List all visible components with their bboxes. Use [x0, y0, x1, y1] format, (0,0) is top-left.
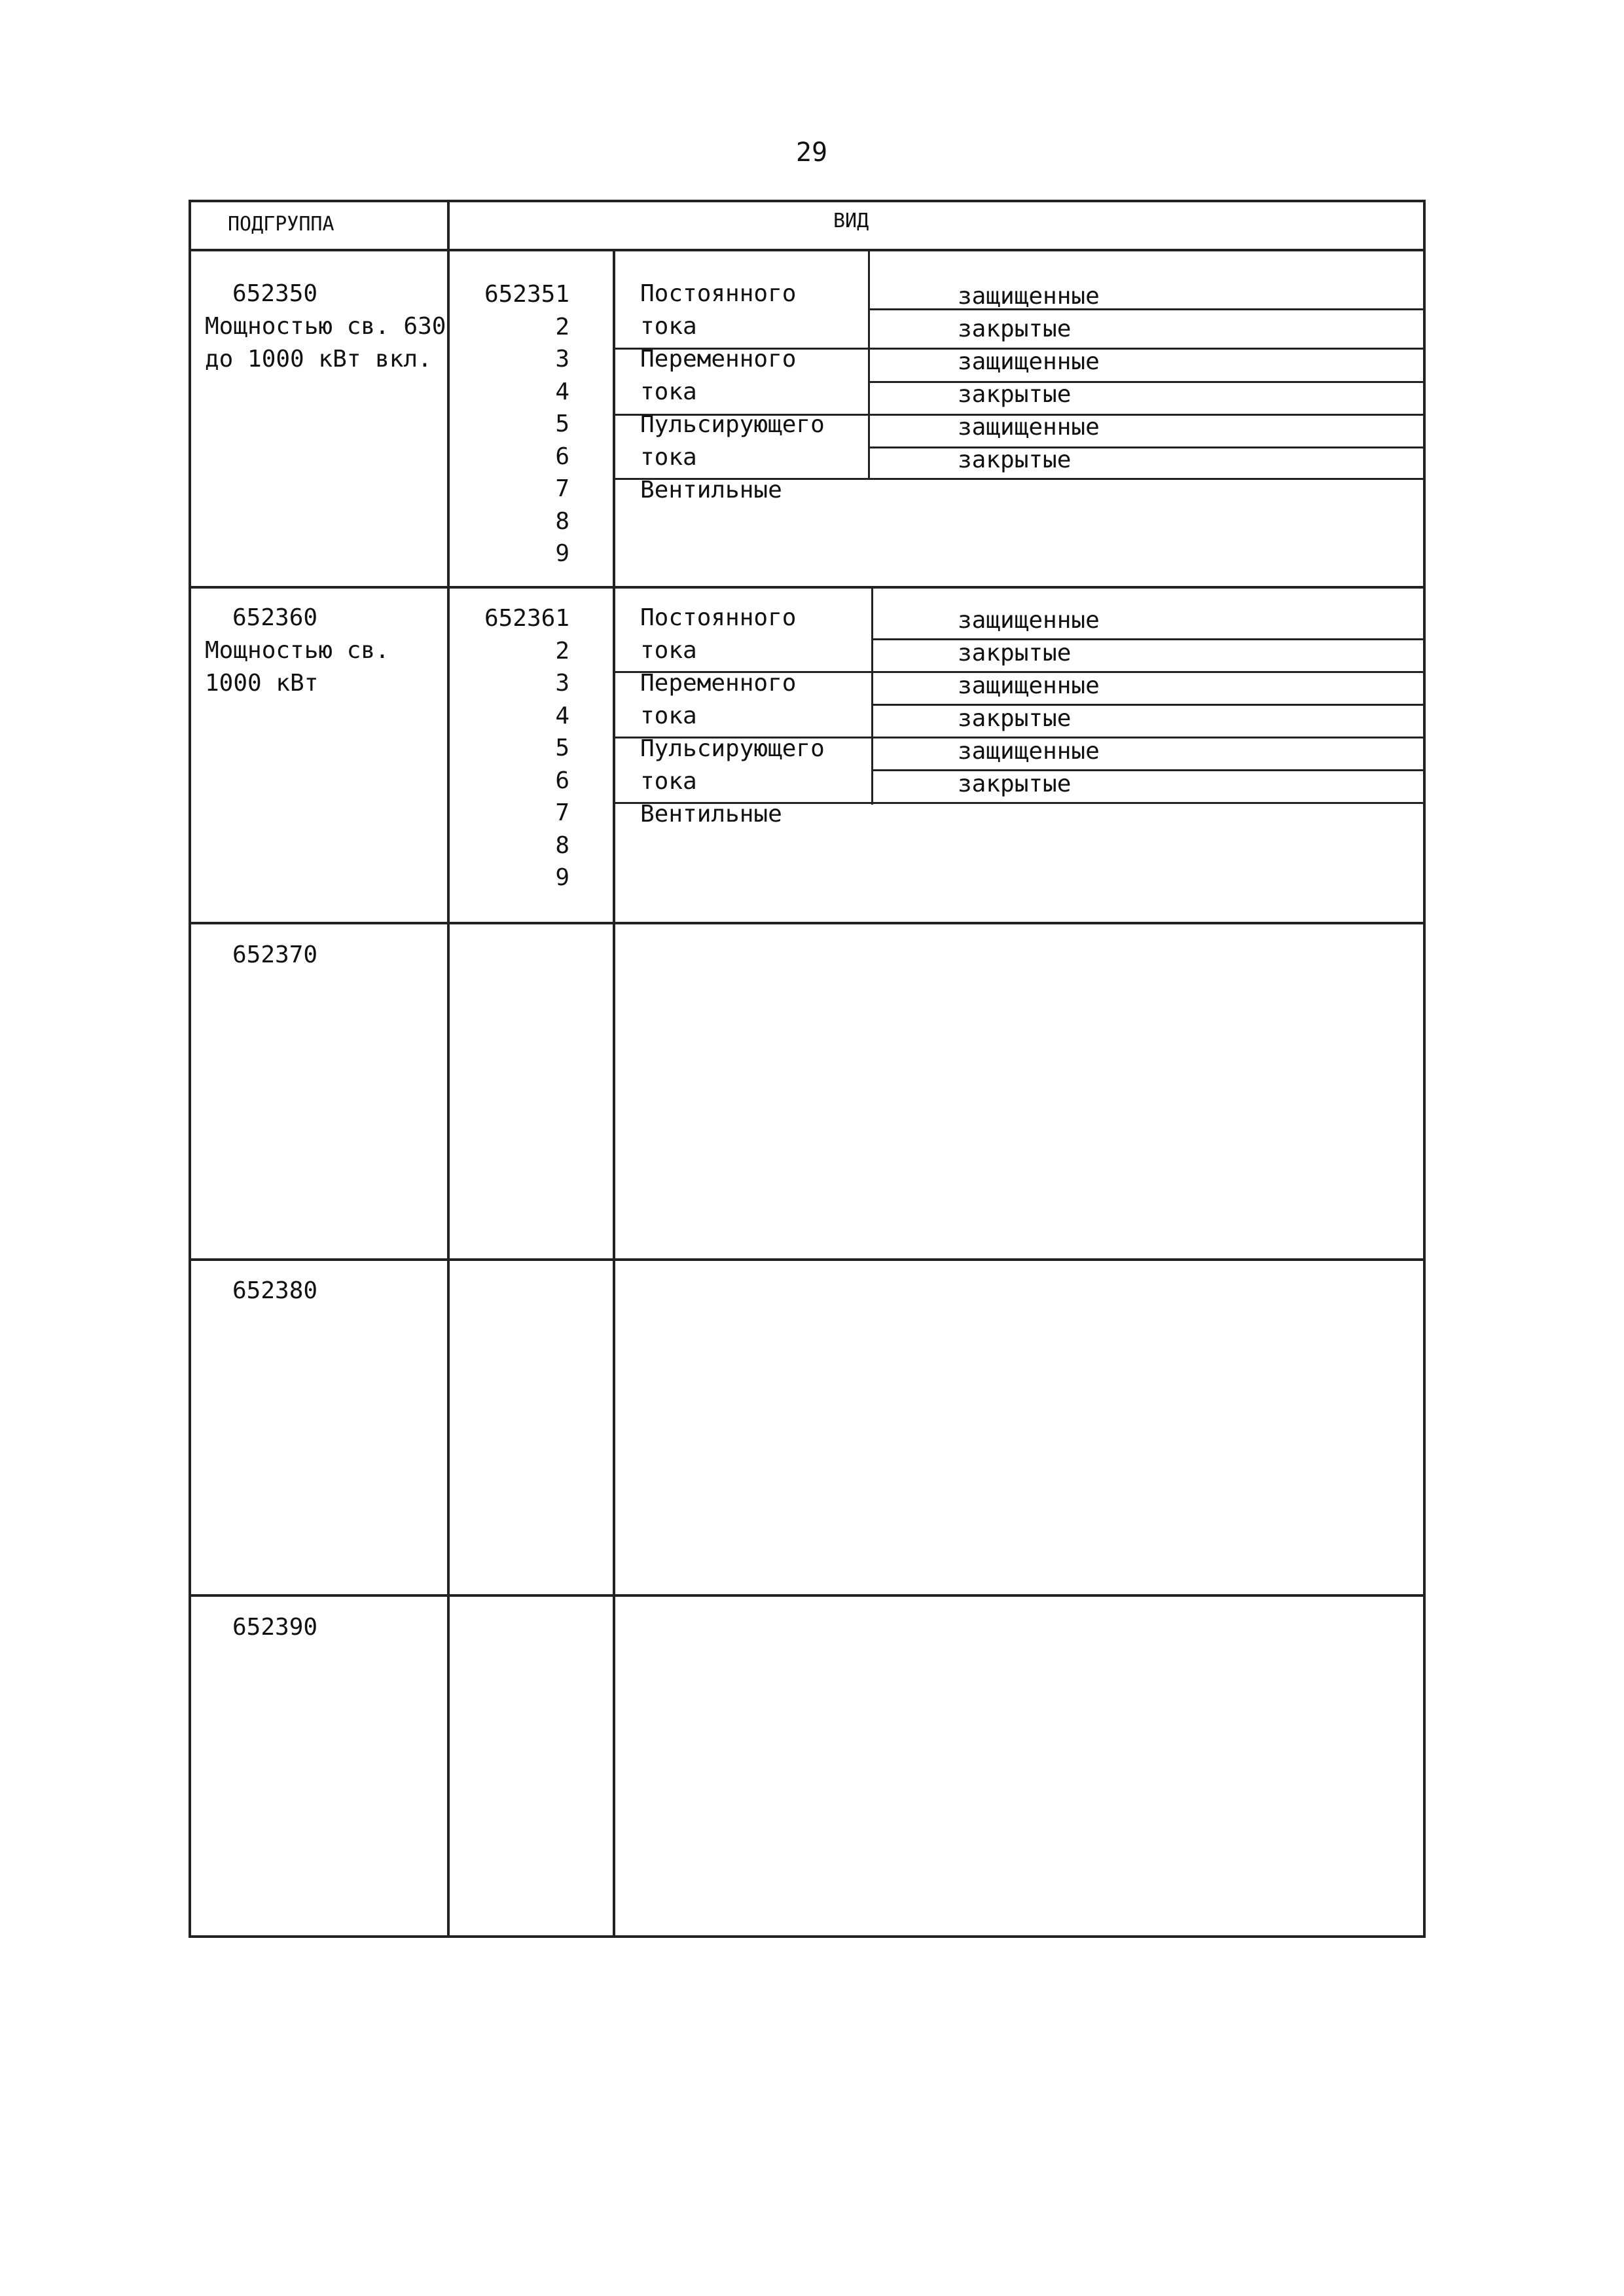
sub-type: закрытые: [958, 446, 1072, 473]
type-name: Пульсирующего: [640, 735, 825, 762]
row-separator: [189, 586, 1426, 589]
sub-type: закрытые: [958, 771, 1072, 797]
type-divider: [868, 251, 870, 480]
item-number: 8: [555, 831, 569, 859]
type-name: тока: [640, 378, 697, 405]
table-top-border: [189, 200, 1426, 202]
table-left-border: [189, 200, 191, 1938]
group-code: 652370: [232, 941, 318, 968]
item-number: 5: [555, 410, 569, 437]
sub-type: защищенные: [958, 414, 1100, 441]
item-number: 3: [555, 346, 569, 373]
item-number: 6: [555, 767, 569, 794]
sub-type: защищенные: [958, 348, 1100, 375]
type-extra: Вентильные: [640, 801, 782, 828]
type-name: тока: [640, 702, 697, 729]
item-number: 2: [555, 637, 569, 665]
group-description: Мощностью св. 630: [205, 313, 446, 340]
sub-type: защищенные: [958, 738, 1100, 765]
group-code: 652350: [232, 280, 318, 307]
type-name: Переменного: [640, 670, 797, 697]
sub-separator: [868, 308, 1424, 310]
header-subgroup: ПОДГРУППА: [228, 213, 334, 236]
item-number: 7: [555, 799, 569, 826]
sub-separator: [871, 769, 1424, 771]
type-name: тока: [640, 313, 697, 340]
sub-type: закрытые: [958, 381, 1072, 408]
item-number: 9: [555, 540, 569, 567]
sub-type: закрытые: [958, 640, 1072, 666]
sub-separator: [868, 381, 1424, 383]
number-divider: [613, 249, 615, 1938]
group-code: 652380: [232, 1277, 318, 1304]
type-name: Постоянного: [640, 604, 797, 631]
type-name: тока: [640, 444, 697, 471]
item-number: 8: [555, 507, 569, 535]
row-separator: [189, 1258, 1426, 1261]
row-separator: [189, 922, 1426, 924]
item-number: 2: [555, 313, 569, 340]
type-divider: [871, 587, 873, 805]
table-bottom-border: [189, 1935, 1426, 1938]
header-kind: ВИД: [833, 210, 869, 232]
item-number: 3: [555, 670, 569, 697]
item-number: 5: [555, 735, 569, 761]
item-number: 652361: [484, 605, 569, 632]
group-description: до 1000 кВт вкл.: [205, 346, 432, 373]
group-description: Мощностью св.: [205, 637, 389, 664]
type-name: тока: [640, 768, 697, 795]
sub-type: защищенные: [958, 607, 1100, 634]
sub-type: защищенные: [958, 672, 1100, 699]
item-number: 9: [555, 864, 569, 891]
page-number: 29: [795, 137, 828, 168]
sub-type: закрытые: [958, 705, 1072, 732]
group-code: 652360: [232, 604, 318, 631]
sub-separator: [871, 638, 1424, 640]
group-code: 652390: [232, 1614, 318, 1641]
subgroup-divider: [447, 200, 450, 1938]
table-right-border: [1423, 200, 1426, 1938]
type-name: Постоянного: [640, 280, 797, 307]
header-bottom-border: [189, 249, 1426, 251]
sub-separator: [871, 704, 1424, 706]
item-number: 4: [555, 702, 569, 729]
type-name: Переменного: [640, 346, 797, 373]
group-description: 1000 кВт: [205, 670, 319, 697]
item-number: 652351: [484, 281, 569, 308]
type-extra: Вентильные: [640, 477, 782, 503]
type-name: Пульсирующего: [640, 411, 825, 438]
sub-type: закрытые: [958, 316, 1072, 342]
row-separator: [189, 1594, 1426, 1597]
sub-type: защищенные: [958, 283, 1100, 310]
sub-separator: [868, 446, 1424, 448]
classification-table: [189, 200, 1426, 1938]
item-number: 6: [555, 443, 569, 470]
item-number: 4: [555, 378, 569, 405]
item-number: 7: [555, 475, 569, 502]
type-name: тока: [640, 637, 697, 664]
